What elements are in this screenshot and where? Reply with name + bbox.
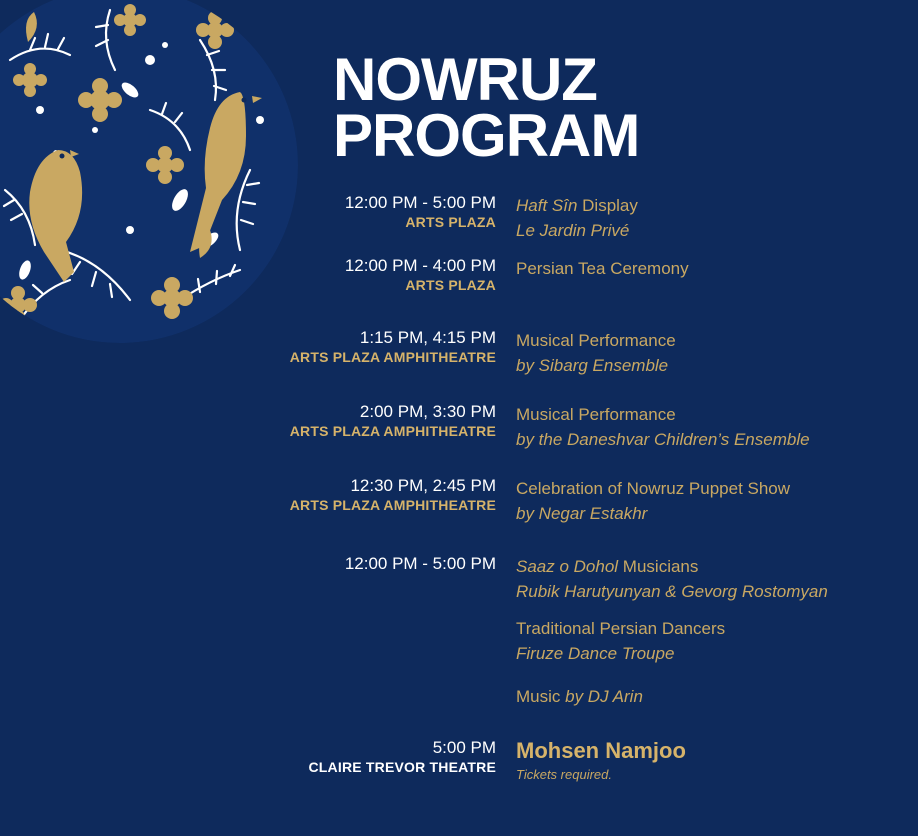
finale-time: 5:00 PM [432, 738, 496, 757]
event-line: by Sibarg Ensemble [516, 356, 669, 375]
finale-venue: CLAIRE TREVOR THEATRE [308, 759, 496, 775]
event-line: Musical Performance [516, 331, 676, 350]
title-line-2: PROGRAM [333, 102, 640, 169]
event-line: Haft Sîn Display [516, 196, 638, 215]
event-time: 2:00 PM, 3:30 PM [359, 402, 496, 421]
finale-note: Tickets required. [516, 767, 612, 782]
event-line: Persian Tea Ceremony [516, 259, 689, 278]
event-line: by the Daneshvar Children’s Ensemble [516, 430, 810, 449]
page-title [333, 46, 640, 169]
event-line: Rubik Harutyunyan & Gevorg Rostomyan [516, 582, 828, 601]
bird-floral-circle-icon [0, 0, 300, 345]
event-line: Firuze Dance Troupe [516, 644, 675, 663]
event-line: Le Jardin Privé [516, 221, 630, 240]
finale-performer: Mohsen Namjoo [516, 738, 686, 763]
event-venue: ARTS PLAZA AMPHITHEATRE [289, 349, 496, 365]
event-venue: ARTS PLAZA [405, 277, 496, 293]
event-line: Celebration of Nowruz Puppet Show [516, 479, 791, 498]
event-line: by Negar Estakhr [516, 504, 648, 523]
event-time: 12:00 PM - 5:00 PM [344, 554, 496, 573]
event-line: Musical Performance [516, 405, 676, 424]
event-line: Saaz o Dohol Musicians [516, 557, 699, 576]
event-time: 12:00 PM - 5:00 PM [344, 193, 496, 212]
event-venue: ARTS PLAZA AMPHITHEATRE [289, 423, 496, 439]
event-line: Traditional Persian Dancers [516, 619, 726, 638]
title-line-1: NOWRUZ [333, 46, 597, 113]
event-line: Music by DJ Arin [516, 687, 643, 706]
event-time: 12:30 PM, 2:45 PM [350, 476, 496, 495]
event-venue: ARTS PLAZA AMPHITHEATRE [289, 497, 496, 513]
event-venue: ARTS PLAZA [405, 214, 496, 230]
event-time: 12:00 PM - 4:00 PM [344, 256, 496, 275]
event-time: 1:15 PM, 4:15 PM [359, 328, 496, 347]
